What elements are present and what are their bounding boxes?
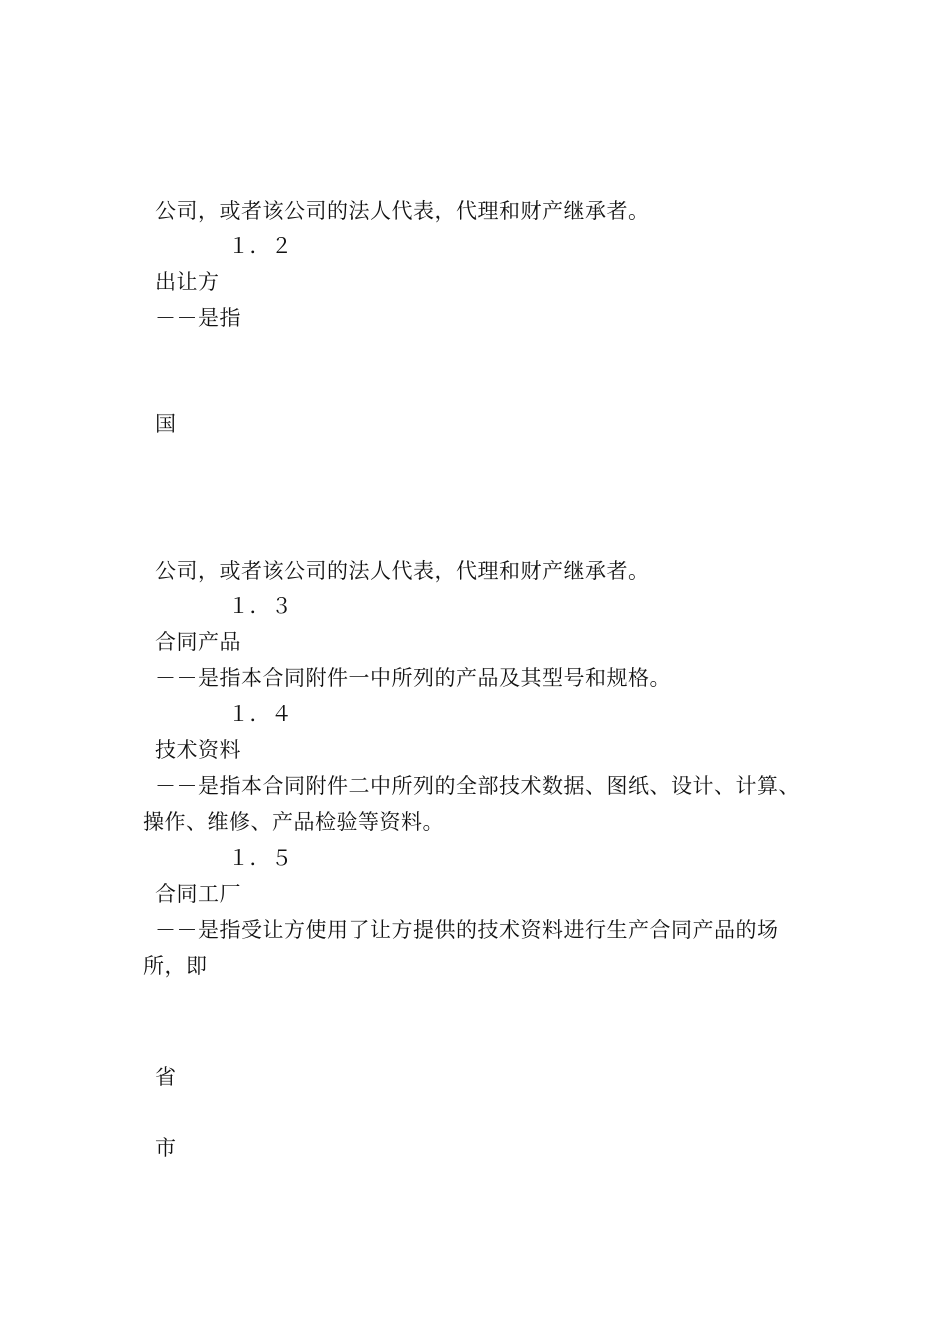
definition-line: －－是指本合同附件一中所列的产品及其型号和规格。 xyxy=(155,666,671,690)
text-fragment: 省 xyxy=(155,1065,177,1089)
section-number-1-4: １．４ xyxy=(228,702,293,726)
definition-continuation: 所，即 xyxy=(143,954,208,978)
term-heading: 技术资料 xyxy=(155,738,241,762)
text-line-2: 公司，或者该公司的法人代表，代理和财产继承者。 xyxy=(155,559,650,583)
text-fragment: 国 xyxy=(155,412,177,436)
definition-line: －－是指受让方使用了让方提供的技术资料进行生产合同产品的场 xyxy=(155,918,779,942)
term-heading: 合同工厂 xyxy=(155,882,241,906)
text-fragment: 市 xyxy=(155,1136,177,1160)
definition-continuation: 操作、维修、产品检验等资料。 xyxy=(143,810,444,834)
definition-line: －－是指 xyxy=(155,306,241,330)
term-heading: 出让方 xyxy=(155,270,220,294)
term-heading: 合同产品 xyxy=(155,630,241,654)
section-number-1-2: １．２ xyxy=(228,234,293,258)
definition-line: －－是指本合同附件二中所列的全部技术数据、图纸、设计、计算、 xyxy=(155,774,800,798)
section-number-1-5: １．５ xyxy=(228,846,293,870)
section-number-1-3: １．３ xyxy=(228,594,293,618)
text-line-1: 公司，或者该公司的法人代表，代理和财产继承者。 xyxy=(155,199,650,223)
